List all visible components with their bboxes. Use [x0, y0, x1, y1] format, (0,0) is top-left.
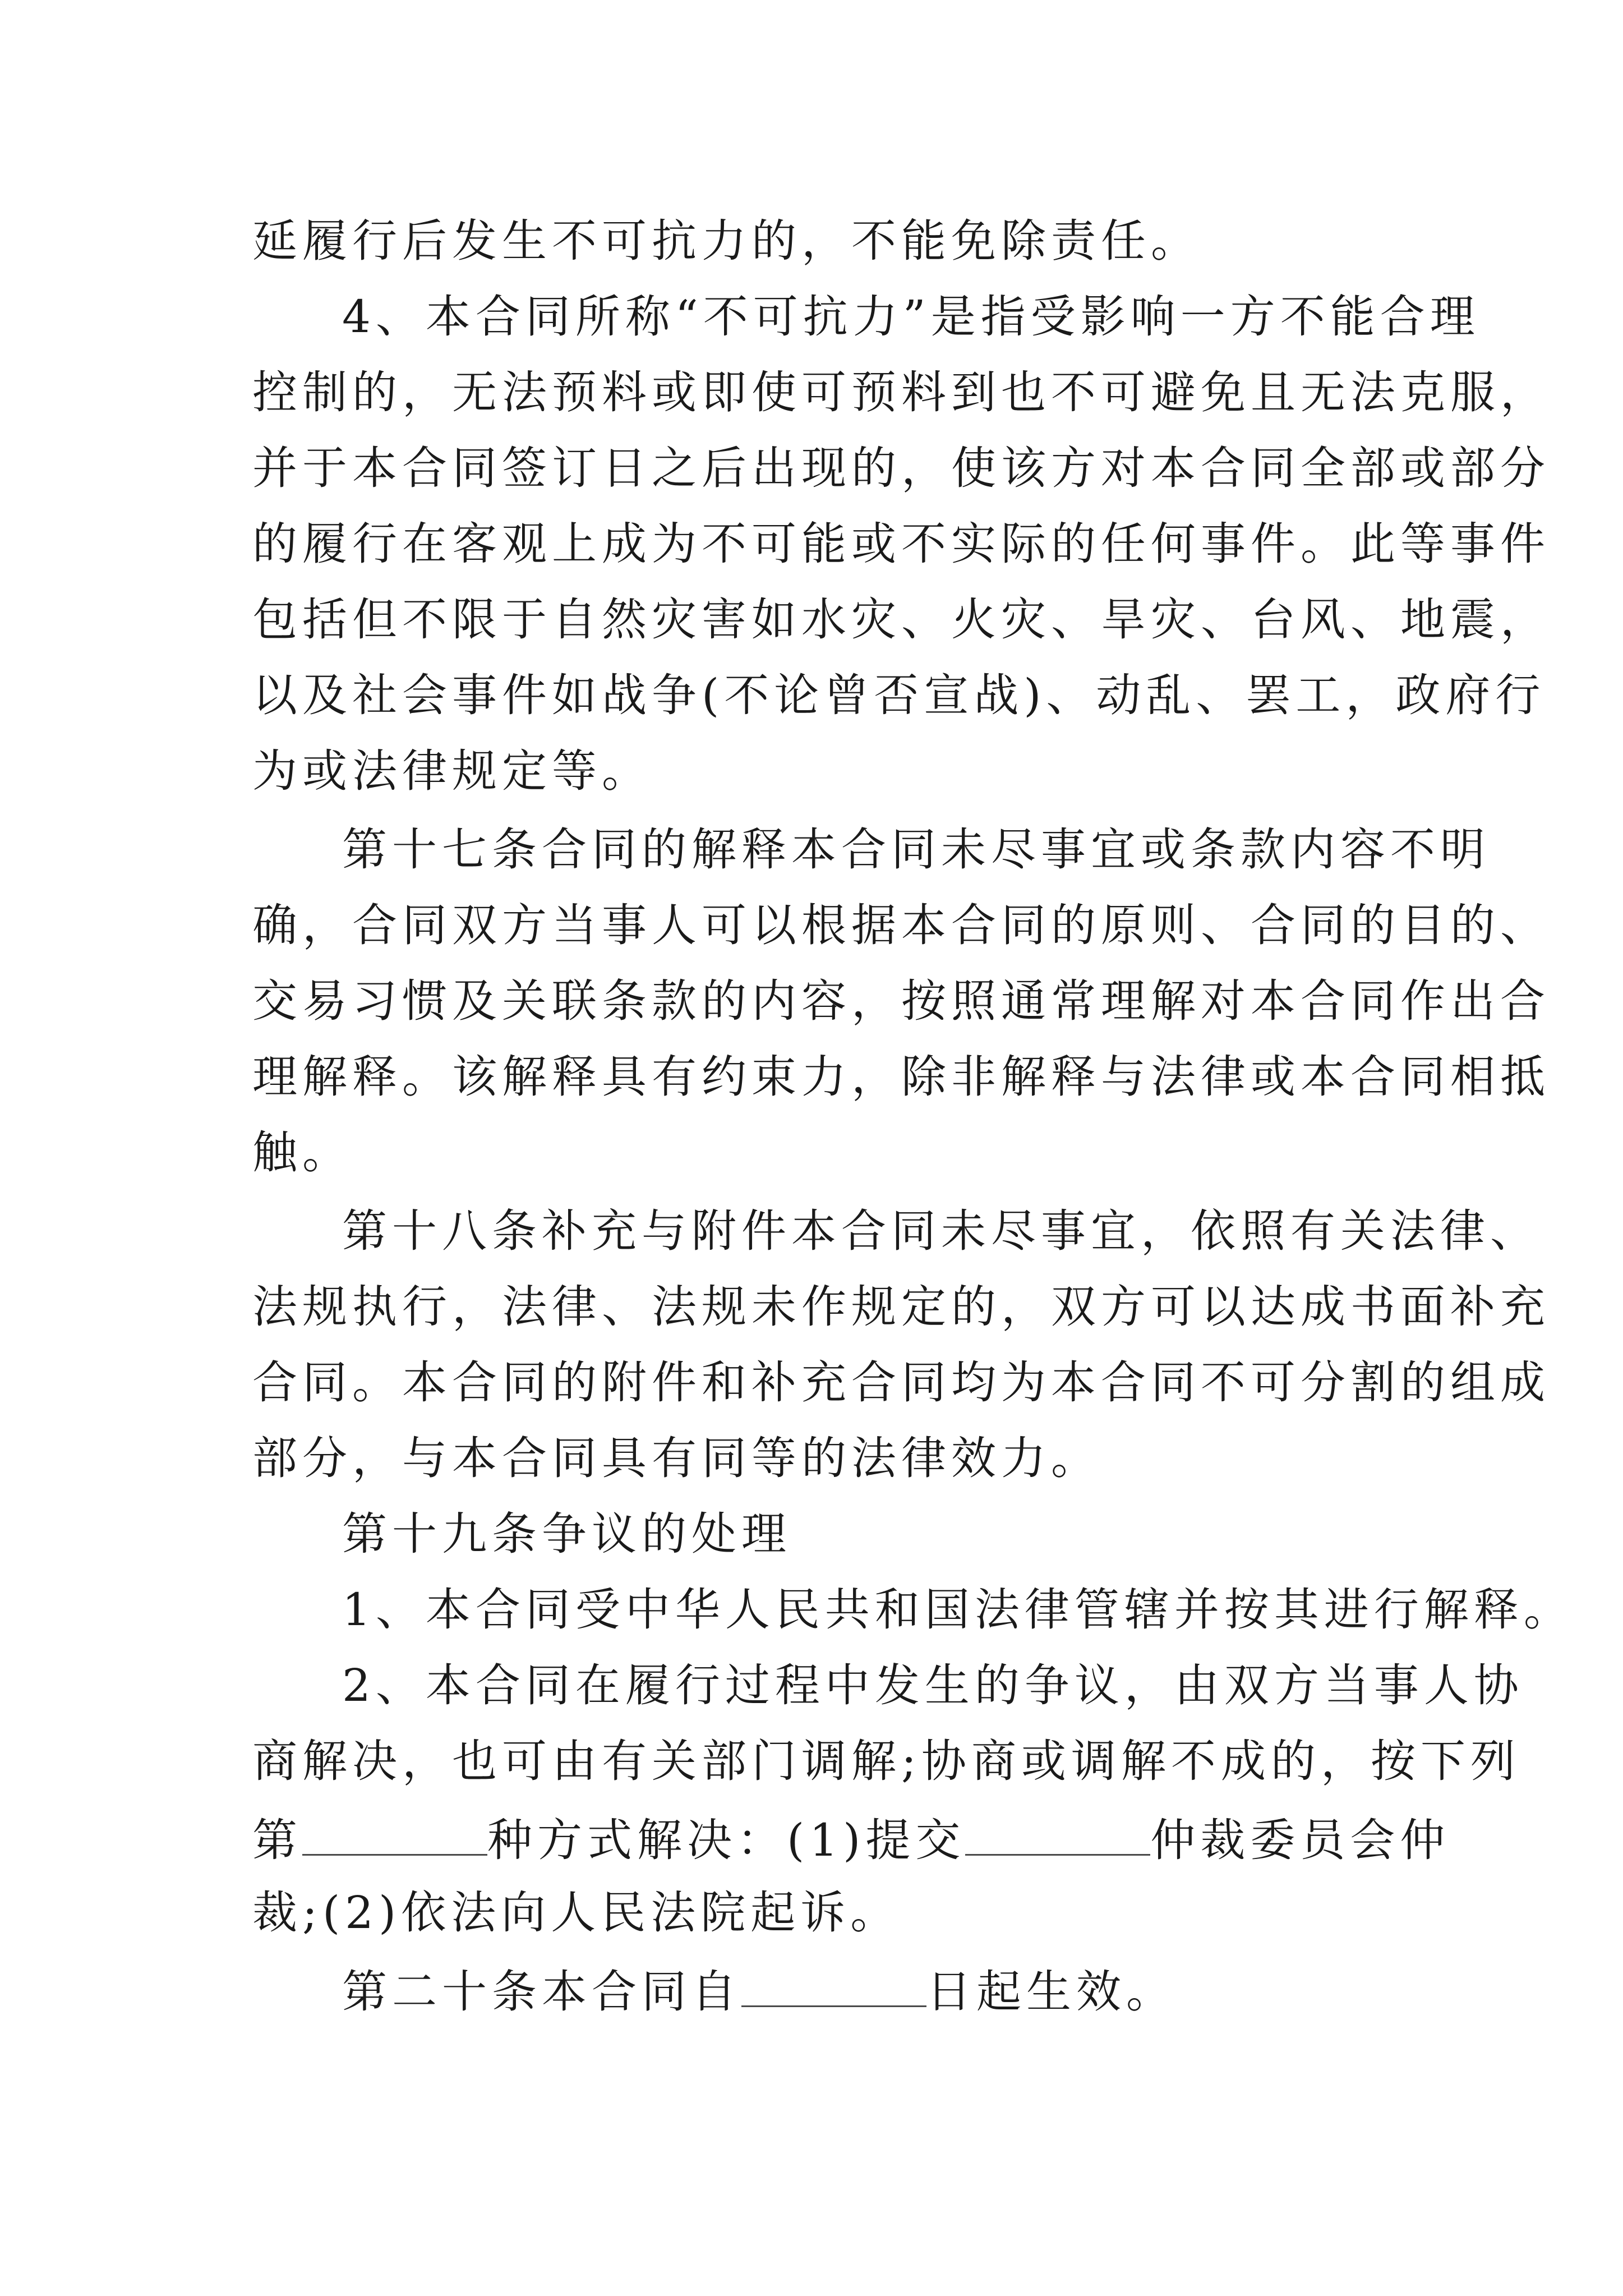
text-line: 法规执行，法律、法规未作规定的，双方可以达成书面补充	[252, 1281, 1550, 1333]
text-line: 合同。本合同的附件和补充合同均为本合同不可分割的组成	[252, 1356, 1550, 1409]
text-line: 第十八条补充与附件本合同未尽事宜，依照有关法律、	[342, 1205, 1540, 1257]
text-line: 包括但不限于自然灾害如水灾、火灾、旱灾、台风、地震，	[252, 593, 1550, 646]
text-line: 确，合同双方当事人可以根据本合同的原则、合同的目的、	[252, 899, 1550, 951]
text-line: 交易习惯及关联条款的内容，按照通常理解对本合同作出合	[252, 975, 1550, 1027]
text-line: 裁;(2)依法向人民法院起诉。	[252, 1887, 901, 1939]
text-line: 控制的，无法预料或即使可预料到也不可避免且无法克服，	[252, 366, 1550, 418]
text-line: 1、本合同受中华人民共和国法律管辖并按其进行解释。	[342, 1584, 1574, 1636]
text-segment: 日起生效。	[926, 1966, 1176, 2018]
fill-in-blank	[302, 1815, 487, 1856]
text-segment: 仲裁委员会仲	[1150, 1814, 1450, 1866]
text-line: 触。	[252, 1126, 352, 1179]
fill-in-blank	[741, 1966, 926, 2007]
text-line: 的履行在客观上成为不可能或不实际的任何事件。此等事件	[252, 518, 1550, 570]
section-heading: 第十九条争议的处理	[342, 1508, 791, 1560]
fill-in-blank	[965, 1815, 1150, 1856]
text-line: 理解释。该解释具有约束力，除非解释与法律或本合同相抵	[252, 1051, 1550, 1103]
text-line: 第十七条合同的解释本合同未尽事宜或条款内容不明	[342, 823, 1490, 876]
text-line: 为或法律规定等。	[252, 745, 652, 797]
text-line-with-blanks	[342, 1966, 1176, 2018]
text-line: 并于本合同签订日之后出现的，使该方对本合同全部或部分	[252, 442, 1550, 494]
text-line: 延履行后发生不可抗力的，不能免除责任。	[252, 215, 1201, 267]
text-line: 4、本合同所称“不可抗力”是指受影响一方不能合理	[342, 291, 1480, 343]
text-line: 商解决，也可由有关部门调解;协商或调解不成的，按下列	[252, 1735, 1520, 1787]
text-segment: 种方式解决：(1)提交	[487, 1814, 966, 1866]
text-line: 部分，与本合同具有同等的法律效力。	[252, 1432, 1101, 1484]
text-line-with-blanks	[252, 1814, 1450, 1866]
text-segment: 第二十条本合同自	[342, 1966, 741, 2018]
text-segment: 第	[252, 1814, 302, 1866]
text-line: 以及社会事件如战争(不论曾否宣战)、动乱、罢工，政府行	[252, 669, 1546, 721]
text-line: 2、本合同在履行过程中发生的争议，由双方当事人协	[342, 1659, 1524, 1711]
